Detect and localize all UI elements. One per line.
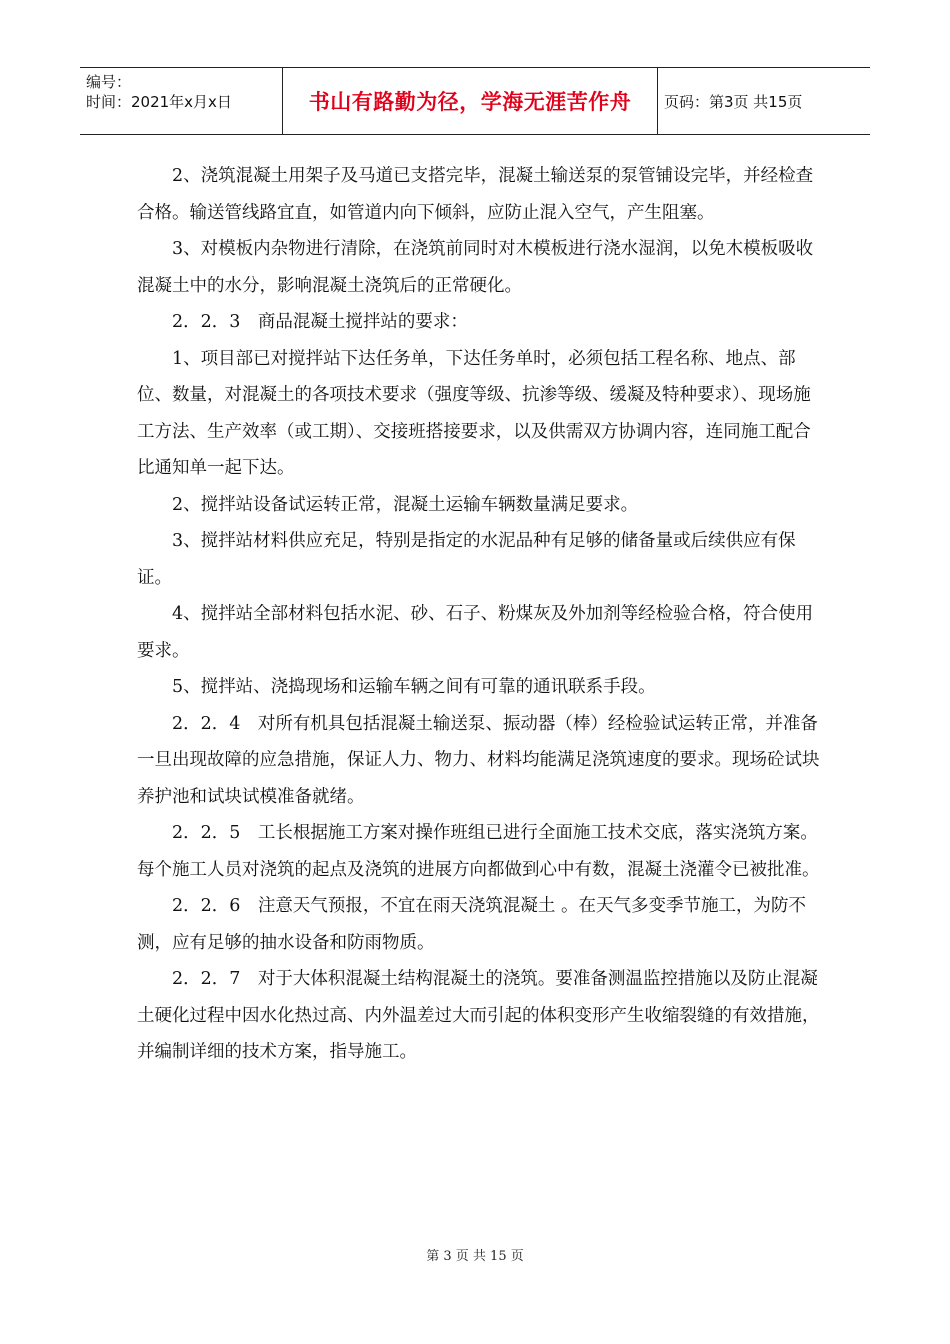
header-motto: 书山有路勤为径，学海无涯苦作舟 [283,68,658,134]
document-date-label: 时间：2021年x月x日 [86,93,232,111]
paragraph: 2、搅拌站设备试运转正常，混凝土运输车辆数量满足要求。 [172,494,639,515]
paragraph: 2．2．6 注意天气预报，不宜在雨天浇筑混凝土 。在天气多变季节施工，为防不测，应有足够的抽水设备和防雨物质。 [137,896,806,953]
paragraph: 3、搅拌站材料供应充足，特别是指定的水泥品种有足够的储备量或后续供应有保证。 [137,531,796,588]
section-heading: 2．2．3 商品混凝土搅拌站的要求： [172,312,468,332]
header-page-info: 页码：第3页 共15页 [664,92,803,111]
header-meta-cell [80,68,283,134]
paragraph: 2、浇筑混凝土用架子及马道已支搭完毕，混凝土输送泵的泵管铺设完毕，并经检查合格。输送管线路宜直，如管道内向下倾斜，应防止混入空气，产生阻塞。 [137,166,814,223]
paragraph: 2．2．5 工长根据施工方案对操作班组已进行全面施工技术交底，落实浇筑方案。每个施工人员对浇筑的起点及浇筑的进展方向都做到心中有数，混凝土浇灌令已被批准。 [137,823,820,880]
paragraph: 1、项目部已对搅拌站下达任务单，下达任务单时，必须包括工程名称、地点、部位、数量，对混凝土的各项技术要求（强度等级、抗渗等级、缓凝及特种要求）、现场施工方法、生产效率（或工期）、交接班搭接要求，以及供需双方协调内容，连同施工配合比通知单一起下达。 [137,348,811,478]
paragraph: 3、对模板内杂物进行清除，在浇筑前同时对木模板进行浇水湿润，以免木模板吸收混凝土中的水分，影响混凝土浇筑后的正常硬化。 [137,239,814,296]
document-number-label: 编号： [86,73,132,91]
paragraph: 4、搅拌站全部材料包括水泥、砂、石子、粉煤灰及外加剂等经检验合格，符合使用要求。 [137,604,814,661]
page-header [80,67,870,135]
paragraph: 2．2．4 对所有机具包括混凝土输送泵、振动器（棒）经检验试运转正常，并准备一旦出现故障的应急措施，保证人力、物力、材料均能满足浇筑速度的要求。现场砼试块养护池和试块试模准备就绪。 [137,713,820,807]
paragraph: 2．2．7 对于大体积混凝土结构混凝土的浇筑。要准备测温监控措施以及防止混凝土硬化过程中因水化热过高、内外温差过大而引起的体积变形产生收缩裂缝的有效措施，并编制详细的技术方案，指导施工。 [137,969,820,1062]
paragraph: 5、搅拌站、浇捣现场和运输车辆之间有可靠的通讯联系手段。 [172,677,656,697]
document-body [137,158,827,1071]
page-footer: 第 3 页 共 15 页 [426,1249,524,1264]
